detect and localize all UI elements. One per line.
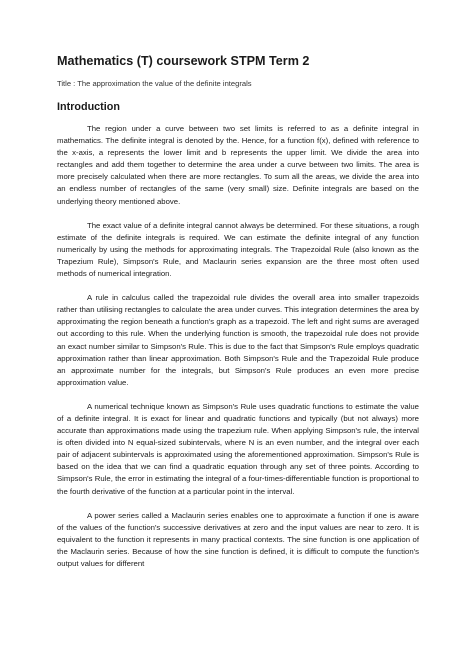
section-heading-introduction: Introduction	[57, 101, 120, 113]
paragraph-maclaurin-series: A power series called a Maclaurin series enables one to approximate a function if one is aware of the values of the function's successive derivatives at zero and the input values are near to zero. It is equivalent to the function it represents in many practical contexts. The sine function is one application of the Maclaurin series. Because of how the sine function is defined, it is difficult to compute the function's output values for different	[57, 510, 419, 568]
document-subtitle: Title : The approximation the value of the definite integrals	[57, 79, 252, 88]
paragraph-trapezoidal-rule: A rule in calculus called the trapezoidal rule divides the overall area into smaller trapezoids rather than utilising rectangles to calculate the area under curves. This integration determines the area by approximating the region beneath a function's graph as a trapezoid. The left and right sums are averaged out according to this rule. When the underlying function is smooth, the trapezoidal rule does not provide an exact number similar to Simpson's Rule. This is due to the fact that Simpson's Rule employs quadratic approximation rather than linear approximation. Both Simpson's Rule and the Trapezoidal Rule produce an approximate number for the integrals, but Simpson's Rule produces an even more precise approximation value.	[57, 293, 419, 387]
paragraph-simpsons-rule: A numerical technique known as Simpson's Rule uses quadratic functions to estimate the value of a definite integral. It is exact for linear and quadratic functions and typically (but not always) more accurate than approximations made using the trapezium rule. When applying Simpson's rule, the interval is often divided into N equal-sized subintervals, where N is an even number, and the integral over each pair of adjacent subintervals is approximated using the aforementioned approximation. Simpson's Rule is based on the idea that we can find a quadratic equation through any set of three points. According to Simpson's Rule, the error in estimating the integral of a four-times-differentiable function is proportional to the fourth derivative of the function at a particular point in the interval.	[57, 401, 419, 496]
paragraph-exact-value: The exact value of a definite integral cannot always be determined. For these situations, a rough estimate of the definite integrals is required. We can estimate the definite integral of any function numerically by using the methods for approximating integrals. The Trapezoidal Rule (also known as the Trapezium Rule), Simpson's Rule, and Maclaurin series expansion are the three most often used methods of numerical integration.	[57, 220, 419, 279]
paragraph-definite-integral: The region under a curve between two set limits is referred to as a definite integral in mathematics. The definite integral is denoted by the. Hence, for a function f(x), defined with reference to the x-axis, a represents the lower limit and b represents the upper limit. We divide the area into rectangles and add them together to determine the area under a curve between two limits. The area is more precisely calculated when there are more rectangles. To sum all the areas, we divide the area into an endless number of rectangles of the same (very small) size. Definite integrals are based on the underlying theory mentioned above.	[57, 124, 419, 206]
document-title: Mathematics (T) coursework STPM Term 2	[57, 54, 310, 68]
